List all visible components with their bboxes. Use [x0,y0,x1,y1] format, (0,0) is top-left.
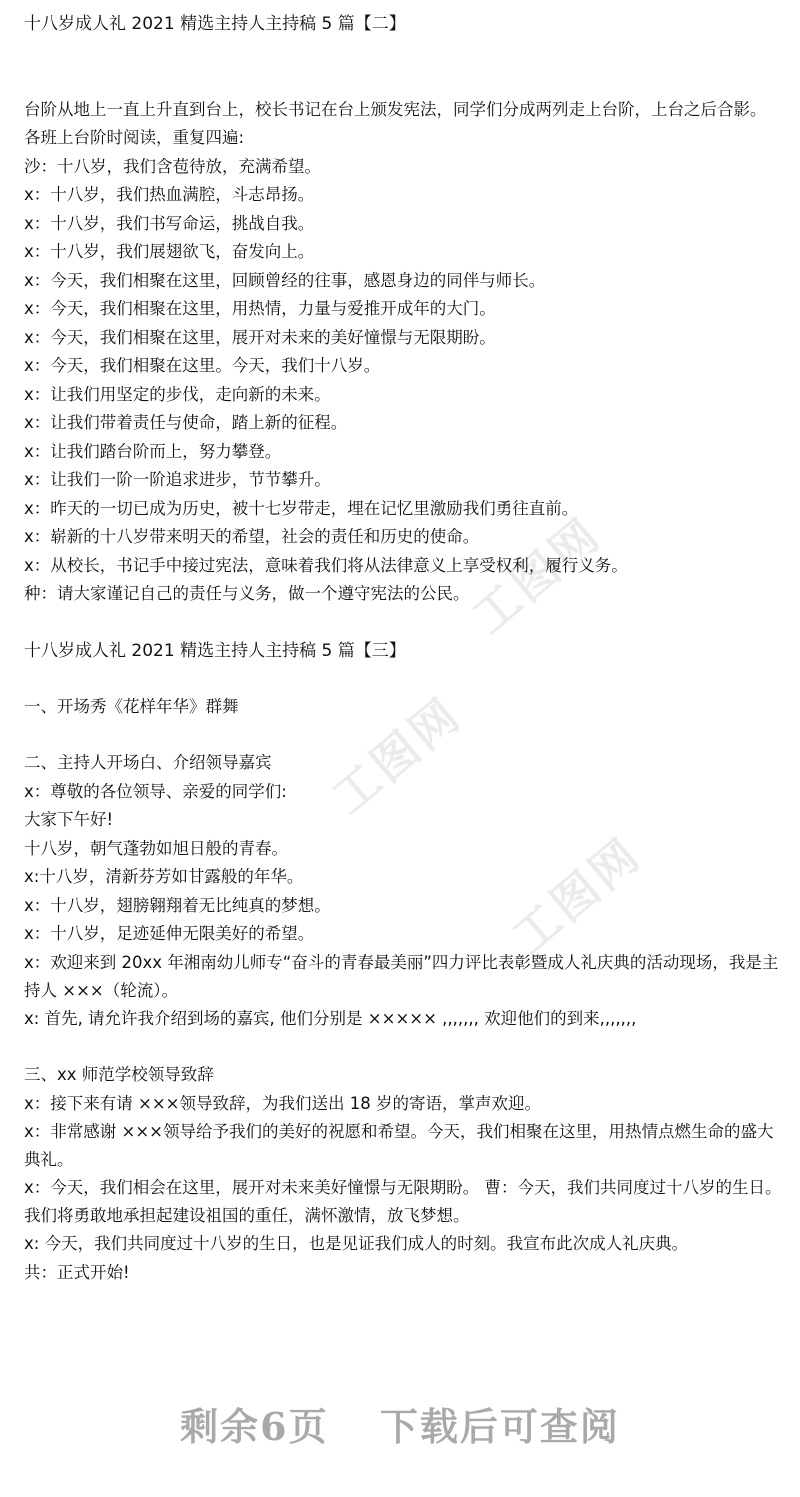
paragraph: x：欢迎来到 20xx 年湘南幼儿师专“奋斗的青春最美丽”四力评比表彰暨成人礼庆典的活动现场，我是主持人 ×××（轮流）。 [24,952,779,1000]
paragraph: x：今天，我们相聚在这里。今天，我们十八岁。 [24,356,381,375]
download-banner[interactable] [0,1396,800,1451]
paragraph: x：让我们用坚定的步伐，走向新的未来。 [24,384,331,404]
watermark: 工图网 [502,826,652,965]
section-title: 十八岁成人礼 2021 精选主持人主持稿 5 篇【三】 [24,640,406,661]
paragraph: x：十八岁，我们热血满腔，斗志昂扬。 [24,185,315,204]
section-title: 十八岁成人礼 2021 精选主持人主持稿 5 篇【二】 [24,14,406,34]
paragraph: x：让我们带着责任与使命，踏上新的征程。 [24,413,348,432]
paragraph: x：今天，我们相会在这里，展开对未来美好憧憬与无限期盼。 曹：今天，我们共同度过十八岁的生日。我们将勇敢地承担起建设祖国的重任，满怀激情，放飞梦想。 [24,1178,782,1225]
paragraph: x：十八岁，我们书写命运，挑战自我。 [24,213,315,233]
paragraph: x：让我们踏台阶而上，努力攀登。 [24,441,282,461]
paragraph: x：昨天的一切已成为历史，被十七岁带走，埋在记忆里激励我们勇往直前。 [24,498,579,518]
paragraph: x：接下来有请 ×××领导致辞，为我们送出 18 岁的寄语，掌声欢迎。 [24,1093,541,1113]
paragraph: 各班上台阶时阅读，重复四遍: [24,128,245,147]
paragraph: x: 首先, 请允许我介绍到场的嘉宾, 他们分别是 ××××× ,,,,,,, 欢迎他们的到来,,,,,,, [24,1008,637,1028]
watermark: 工图网 [462,506,612,645]
subheading: 一、开场秀《花样年华》群舞 [24,696,239,716]
document-content [24,10,784,1287]
watermark: 工图网 [322,686,472,825]
paragraph: 共：正式开始! [24,1262,130,1282]
paragraph: 大家下午好! [24,810,114,829]
subheading: 二、主持人开场白、介绍领导嘉宾 [24,753,272,772]
paragraph: x：十八岁，我们展翅欲飞，奋发向上。 [24,242,315,261]
paragraph: x:十八岁，清新芬芳如甘露般的年华。 [24,867,304,886]
paragraph: x：让我们一阶一阶追求进步，节节攀升。 [24,470,331,489]
paragraph: 十八岁，朝气蓬勃如旭日般的青春。 [24,838,288,858]
paragraph: x：崭新的十八岁带来明天的希望，社会的责任和历史的使命。 [24,527,480,546]
paragraph: x：十八岁，翅膀翱翔着无比纯真的梦想。 [24,895,331,915]
subheading: 三、xx 师范学校领导致辞 [24,1065,214,1084]
download-prompt-text: 下载后可查阅 [379,1404,620,1449]
paragraph: x：今天，我们相聚在这里，回顾曾经的往事，感恩身边的同伴与师长。 [24,270,546,290]
paragraph: 沙：十八岁，我们含苞待放，充满希望。 [24,156,321,176]
paragraph: x：尊敬的各位领导、亲爱的同学们: [24,781,287,801]
paragraph: x: 今天，我们共同度过十八岁的生日，也是见证我们成人的时刻。我宣布此次成人礼庆典。 [24,1234,689,1253]
paragraph: x：十八岁，足迹延伸无限美好的希望。 [24,924,315,943]
paragraph: x：非常感谢 ×××领导给予我们的美好的祝愿和希望。今天，我们相聚在这里，用热情点燃生命的盛大典礼。 [24,1122,774,1169]
paragraph: 台阶从地上一直上升直到台上，校长书记在台上颁发宪法，同学们分成两列走上台阶，上台之后合影。 [24,100,767,119]
paragraph: x：今天，我们相聚在这里，展开对未来的美好憧憬与无限期盼。 [24,327,496,347]
paragraph: 种：请大家谨记自己的责任与义务，做一个遵守宪法的公民。 [24,584,470,603]
section-2-body [24,96,784,609]
paragraph: x：从校长，书记手中接过宪法，意味着我们将从法律意义上享受权利，履行义务。 [24,555,628,575]
paragraph: x：今天，我们相聚在这里，用热情，力量与爱推开成年的大门。 [24,299,496,318]
remaining-pages-text: 剩余6页 [180,1404,329,1449]
